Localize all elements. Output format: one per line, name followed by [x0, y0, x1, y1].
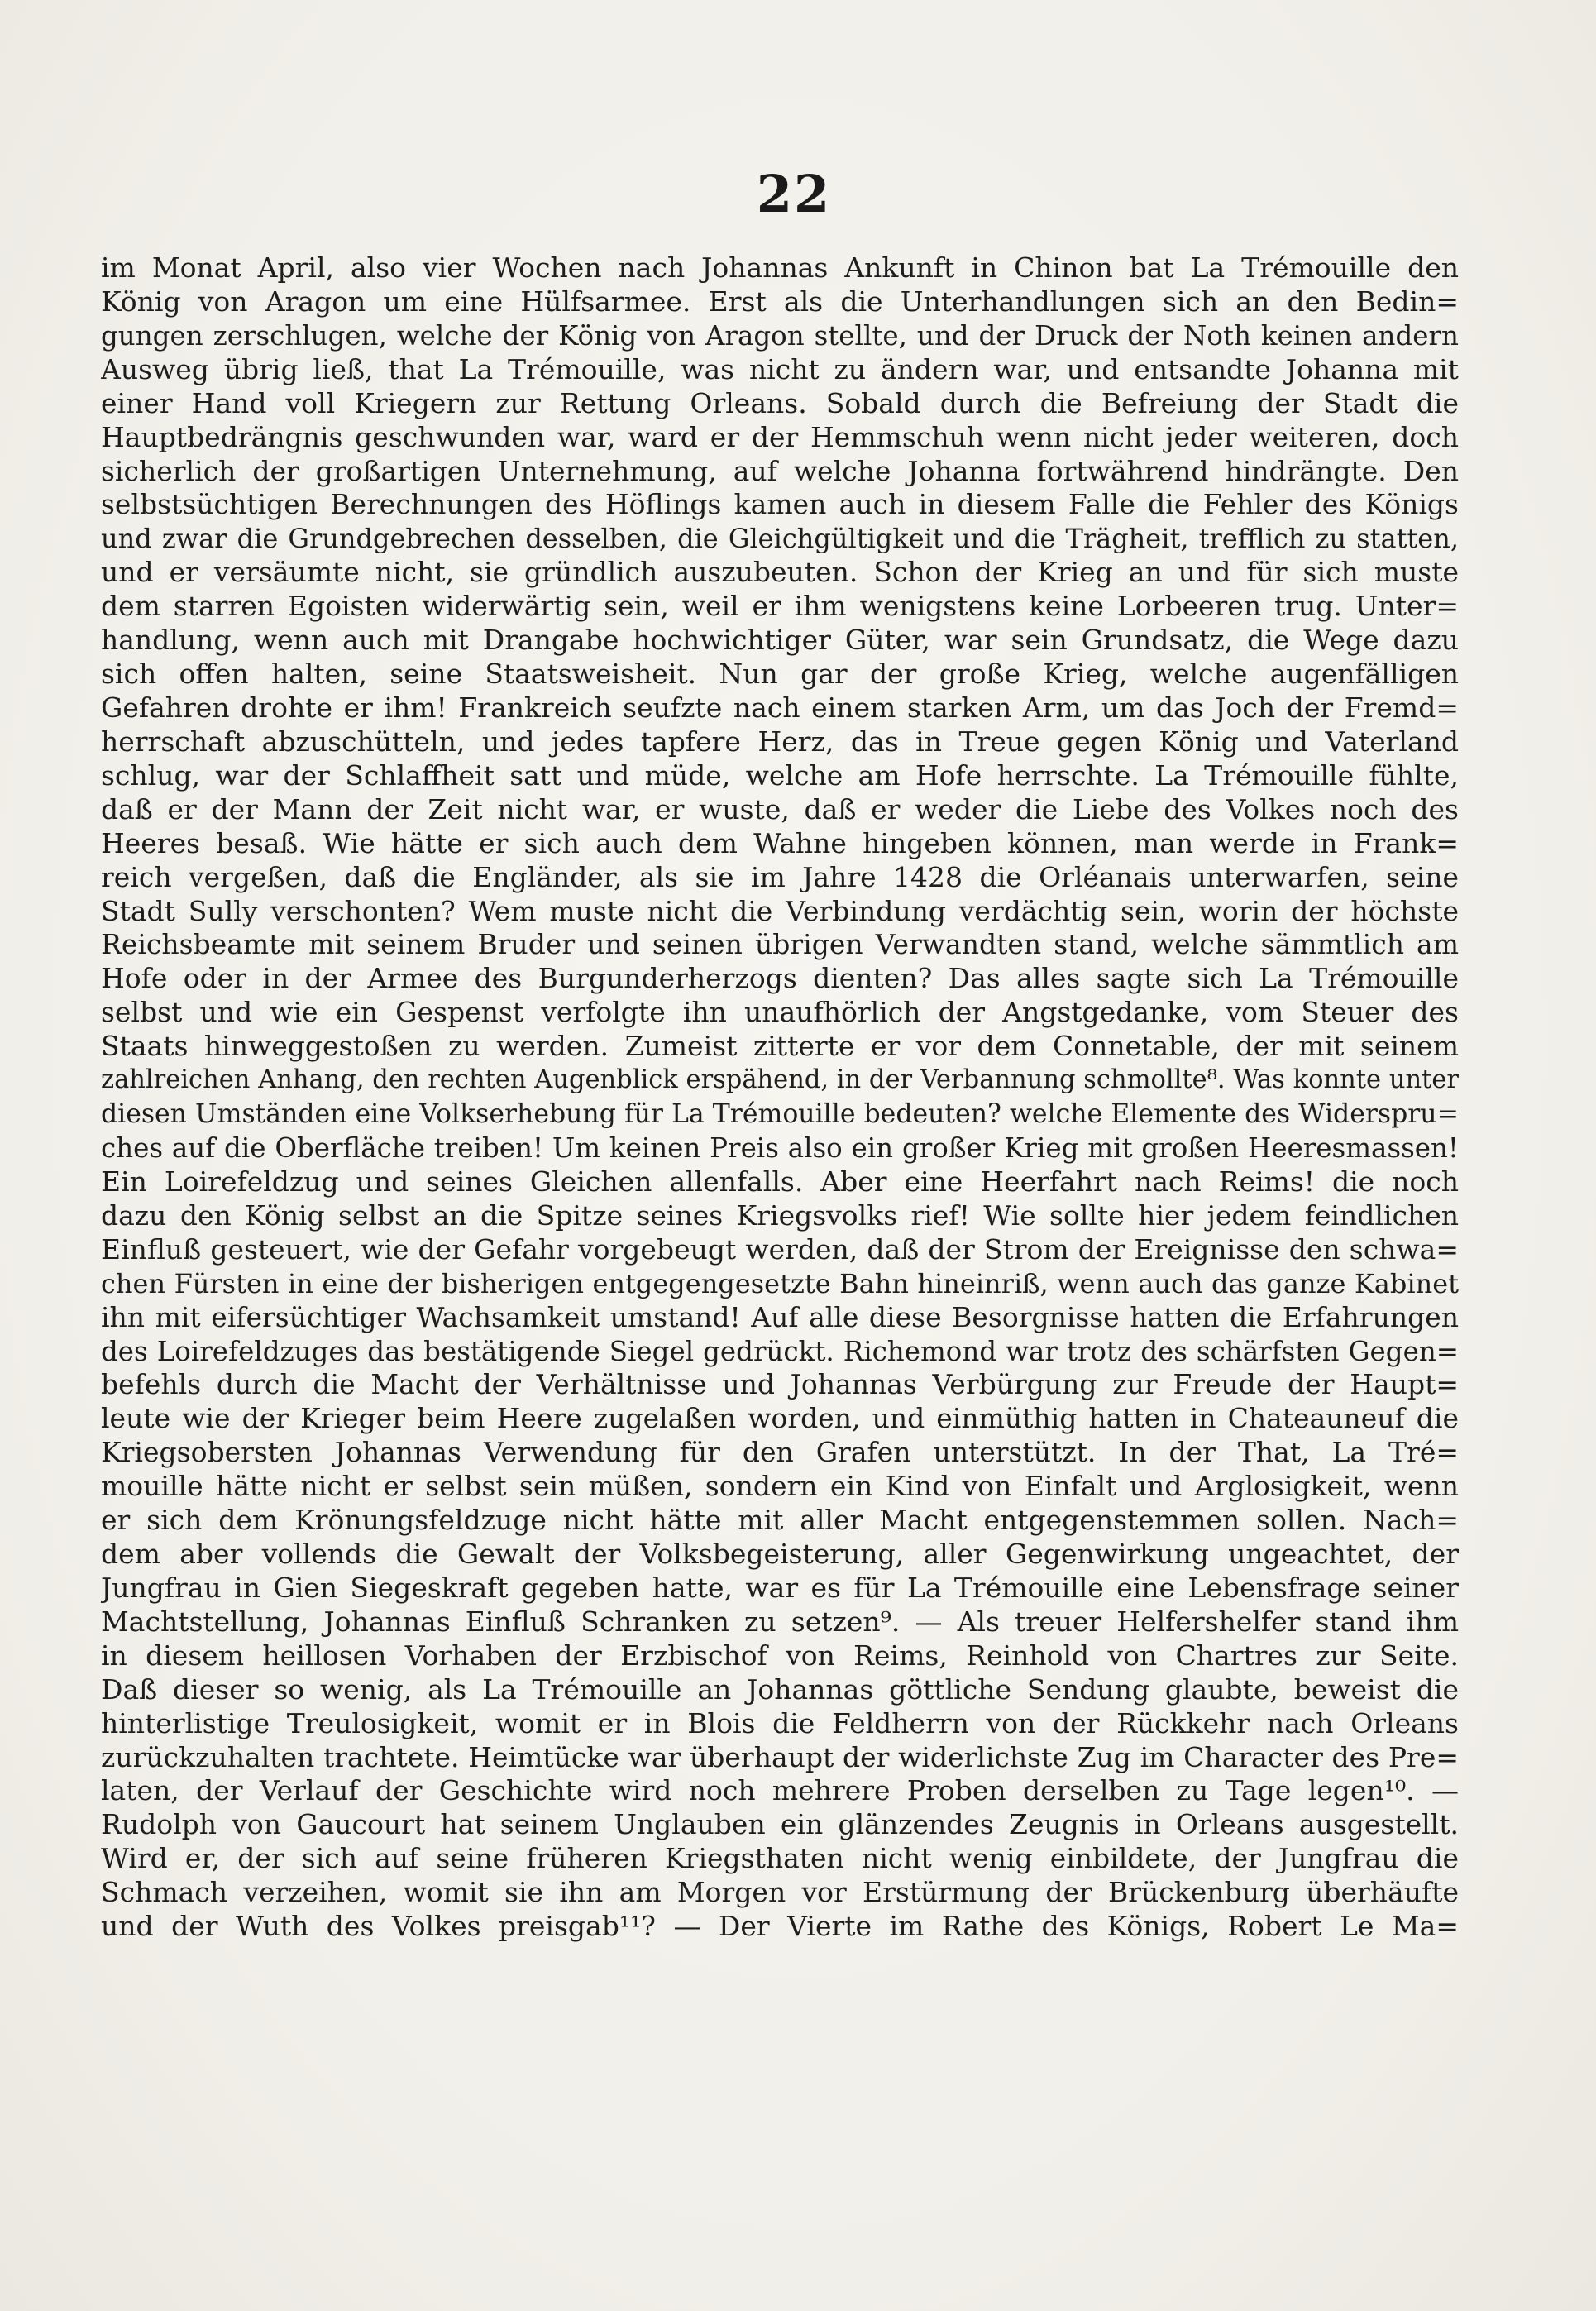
text-line: Wird er, der sich auf seine früheren Kriegsthaten nicht wenig einbildete, der Jungfrau die [101, 1842, 1459, 1875]
text-line: und er versäumte nicht, sie gründlich auszubeuten. Schon der Krieg an und für sich muste [101, 556, 1459, 589]
text-line: reich vergeßen, daß die Engländer, als sie im Jahre 1428 die Orléanais unterwarfen, seine [101, 860, 1459, 893]
text-line: selbstsüchtigen Berechnungen des Höflings kamen auch in diesem Falle die Fehler des Königs [101, 488, 1459, 521]
text-line: Daß dieser so wenig, als La Trémouille an Johannas göttliche Sendung glaubte, beweist die [101, 1672, 1459, 1706]
text-line: mouille hätte nicht er selbst sein müßen, sondern ein Kind von Einfalt und Arglosigkeit, wenn [101, 1470, 1459, 1503]
text-line: Stadt Sully verschonten? Wem muste nicht die Verbindung verdächtig sein, worin der höchste [101, 894, 1459, 927]
text-line: einer Hand voll Kriegern zur Rettung Orleans. Sobald durch die Befreiung der Stadt die [101, 386, 1459, 419]
text-line: handlung, wenn auch mit Drangabe hochwichtiger Güter, war sein Grundsatz, die Wege dazu [101, 624, 1459, 657]
text-line: im Monat April, also vier Wochen nach Johannas Ankunft in Chinon bat La Trémouille den [101, 251, 1459, 284]
text-line: Schmach verzeihen, womit sie ihn am Morgen vor Erstürmung der Brückenburg überhäufte [101, 1876, 1459, 1909]
text-line: schlug, war der Schlaffheit satt und müde, welche am Hofe herrschte. La Trémouille fühlte, [101, 758, 1459, 792]
body-text [101, 251, 1459, 1944]
text-line: König von Aragon um eine Hülfsarmee. Erst als die Unterhandlungen sich an den Bedin= [101, 285, 1459, 318]
text-line: diesen Umständen eine Volkserhebung für La Trémouille bedeuten? welche Elemente des Widerspru= [101, 1099, 1459, 1130]
text-line: Einfluß gesteuert, wie der Gefahr vorgebeugt werden, daß der Strom der Ereignisse den schwa= [101, 1232, 1459, 1266]
text-line: Hofe oder in der Armee des Burgunderherzogs dienten? Das alles sagte sich La Trémouille [101, 962, 1459, 995]
text-line: herrschaft abzuschütteln, und jedes tapfere Herz, das in Treue gegen König und Vaterland [101, 725, 1459, 758]
text-line: Hauptbedrängnis geschwunden war, ward er der Hemmschuh wenn nicht jeder weiteren, doch [101, 420, 1459, 453]
text-line: befehls durch die Macht der Verhältnisse und Johannas Verbürgung zur Freude der Haupt= [101, 1368, 1459, 1401]
text-line: Ein Loirefeldzug und seines Gleichen allenfalls. Aber eine Heerfahrt nach Reims! die noch [101, 1165, 1459, 1198]
text-line: und der Wuth des Volkes preisgab¹¹? — Der Vierte im Rathe des Königs, Robert Le Ma= [101, 1910, 1459, 1943]
text-line: leute wie der Krieger beim Heere zugelaßen worden, und einmüthig hatten in Chateauneuf die [101, 1402, 1459, 1435]
text-line: Machtstellung, Johannas Einfluß Schranken zu setzen⁹. — Als treuer Helfershelfer stand ihm [101, 1605, 1459, 1638]
text-line: laten, der Verlauf der Geschichte wird noch mehrere Proben derselben zu Tage legen¹⁰. — [101, 1774, 1459, 1807]
text-line: Rudolph von Gaucourt hat seinem Unglauben ein glänzendes Zeugnis in Orleans ausgestellt. [101, 1808, 1459, 1841]
text-line: zurückzuhalten trachtete. Heimtücke war überhaupt der widerlichste Zug im Character des Pre= [101, 1740, 1459, 1773]
text-line: ches auf die Oberfläche treiben! Um keinen Preis also ein großer Krieg mit großen Heeresmassen! [101, 1132, 1459, 1164]
text-line: Heeres besaß. Wie hätte er sich auch dem Wahne hingeben können, man werde in Frank= [101, 826, 1459, 859]
text-line: dem aber vollends die Gewalt der Volksbegeisterung, aller Gegenwirkung ungeachtet, der [101, 1538, 1459, 1571]
text-line: in diesem heillosen Vorhaben der Erzbischof von Reims, Reinhold von Chartres zur Seite. [101, 1639, 1459, 1672]
text-line: und zwar die Grundgebrechen desselben, die Gleichgültigkeit und die Trägheit, trefflich zu statten, [101, 523, 1459, 555]
text-line: er sich dem Krönungsfeldzuge nicht hätte mit aller Macht entgegenstemmen sollen. Nach= [101, 1504, 1459, 1537]
text-line: des Loirefeldzuges das bestätigende Siegel gedrückt. Richemond war trotz des schärfsten Gegen= [101, 1335, 1459, 1367]
text-line: Ausweg übrig ließ, that La Trémouille, was nicht zu ändern war, und entsandte Johanna mit [101, 352, 1459, 385]
text-line: dem starren Egoisten widerwärtig sein, weil er ihm wenigstens keine Lorbeeren trug. Unter= [101, 590, 1459, 623]
text-line: Jungfrau in Gien Siegeskraft gegeben hatte, war es für La Trémouille eine Lebensfrage seiner [101, 1571, 1459, 1604]
text-line: sich offen halten, seine Staatsweisheit. Nun gar der große Krieg, welche augenfälligen [101, 658, 1459, 691]
text-line: Staats hinweggestoßen zu werden. Zumeist zitterte er vor dem Connetable, der mit seinem [101, 1030, 1459, 1063]
text-line: zahlreichen Anhang, den rechten Augenblick erspähend, in der Verbannung schmollte⁸. Was konnte unter [101, 1065, 1459, 1095]
text-line: daß er der Mann der Zeit nicht war, er wuste, daß er weder die Liebe des Volkes noch des [101, 792, 1459, 825]
text-line: Kriegsobersten Johannas Verwendung für den Grafen unterstützt. In der That, La Tré= [101, 1436, 1459, 1469]
text-line: hinterlistige Treulosigkeit, womit er in Blois die Feldherrn von der Rückkehr nach Orleans [101, 1706, 1459, 1739]
text-line: ihn mit eifersüchtiger Wachsamkeit umstand! Auf alle diese Besorgnisse hatten die Erfahrungen [101, 1300, 1459, 1333]
text-line: Reichsbeamte mit seinem Bruder und seinen übrigen Verwandten stand, welche sämmtlich am [101, 928, 1459, 961]
text-line: dazu den König selbst an die Spitze seines Kriegsvolks rief! Wie sollte hier jedem feindlichen [101, 1199, 1459, 1232]
text-line: Gefahren drohte er ihm! Frankreich seufzte nach einem starken Arm, um das Joch der Fremd= [101, 691, 1459, 724]
text-line: sicherlich der großartigen Unternehmung, auf welche Johanna fortwährend hindrängte. Den [101, 454, 1459, 487]
text-line: chen Fürsten in eine der bisherigen entgegengesetzte Bahn hineinriß, wenn auch das ganze Kabinet [101, 1267, 1459, 1299]
text-line: selbst und wie ein Gespenst verfolgte ihn unaufhörlich der Angstgedanke, vom Steuer des [101, 996, 1459, 1029]
page-number: 22 [756, 164, 832, 224]
text-line: gungen zerschlugen, welche der König von Aragon stellte, und der Druck der Noth keinen andern [101, 319, 1459, 352]
